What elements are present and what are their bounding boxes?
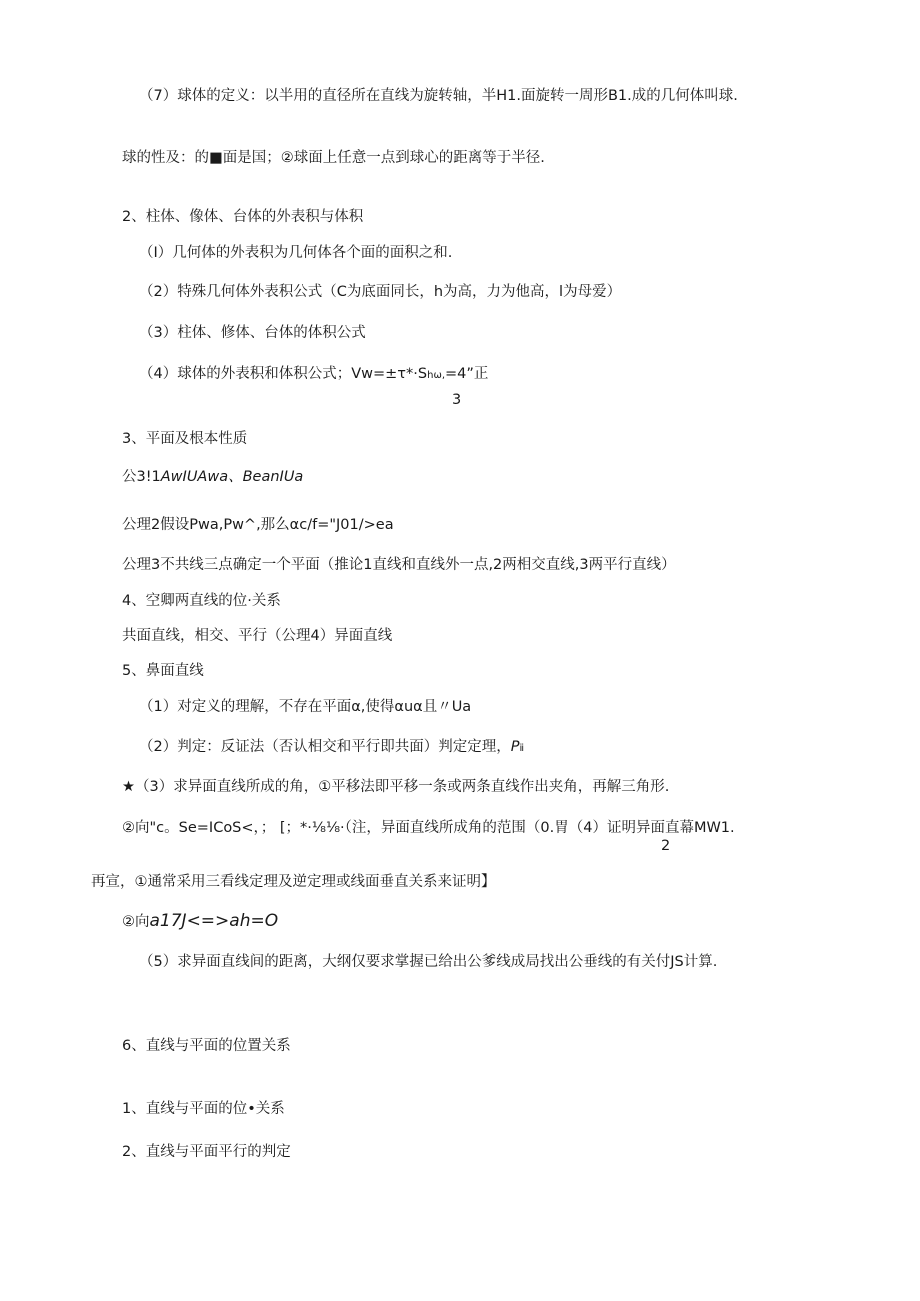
text-line: （3）柱体、修体、台体的体积公式 [139, 325, 366, 341]
subsection-heading: 2、直线与平面平行的判定 [122, 1144, 291, 1160]
section-heading: 4、空卿两直线的位·关系 [122, 593, 281, 609]
formula-text: （4）球体的外表积和体积公式；Vw=±τ*·S [139, 366, 428, 382]
text-line: （I）几何体的外表积为几何体各个面的面积之和. [139, 245, 453, 261]
section-heading: 3、平面及根本性质 [122, 431, 248, 447]
subsection-heading: 1、直线与平面的位•关系 [122, 1101, 285, 1117]
formula-symbol: P [510, 739, 520, 755]
axiom-formula: AwIUAwa、BeanIUa [160, 469, 304, 485]
formula-line [122, 467, 303, 487]
text-line: （2）特殊几何体外表积公式（C为底面同长，h为高，力为他高，l为母爱） [139, 284, 622, 300]
fraction-denominator: 3 [452, 392, 462, 408]
text-line: 公理3不共线三点确定一个平面（推论1直线和直线外一点,2两相交直线,3两平行直线） [122, 557, 676, 573]
section-heading: 6、直线与平面的位置关系 [122, 1038, 291, 1054]
formula-line [139, 364, 488, 386]
text-line: 公理2假设Pwa,Pw^,那么αc/f="J01/>ea [122, 517, 394, 533]
text-line: （7）球体的定义：以半用的直径所在直线为旋转轴，半H1.面旋转一周形B1.成的几何体叫球. [139, 88, 738, 104]
text-line: （1）对定义的理解，不存在平面α,使得αuα且〃Ua [139, 699, 472, 715]
text-line: 再宣，①通常采用三看线定理及逆定理或线面垂直关系来证明】 [91, 874, 496, 890]
text-line: 球的性及：的■面是国；②球面上任意一点到球心的距离等于半径. [122, 150, 545, 166]
text-segment: （2）判定：反证法（否认相交和平行即共面）判定定理， [139, 739, 511, 755]
text-line: 共面直线，相交、平行（公理4）异面直线 [122, 628, 393, 644]
formula-line [122, 911, 278, 932]
formula-text: =4”正 [445, 366, 489, 382]
text-segment: ②向 [122, 914, 150, 930]
text-line [139, 737, 524, 759]
fraction-denominator: 2 [661, 838, 671, 854]
text-line: ②向"c。Se=ICoS<，； [；*·⅛⅛·（注，异面直线所成角的范围（0.胃（4）证明异面直幕MW1. [122, 820, 735, 836]
section-heading: 5、鼻面直线 [122, 663, 204, 679]
text-line: （5）求异面直线间的距离，大纲仅要求掌握已给出公爹线成局找出公垂线的有关付JS计算. [139, 954, 718, 970]
formula-subscript: hω, [427, 370, 445, 381]
text-line: ★（3）求异面直线所成的角，①平移法即平移一条或两条直线作出夹角，再解三角形. [122, 779, 670, 795]
formula-subscript: ⅱ [519, 743, 525, 754]
section-heading: 2、柱体、像体、台体的外表积与体积 [122, 209, 364, 225]
axiom-label: 公3!1 [122, 469, 161, 485]
formula-text: a17J<=>ah=O [149, 911, 279, 931]
